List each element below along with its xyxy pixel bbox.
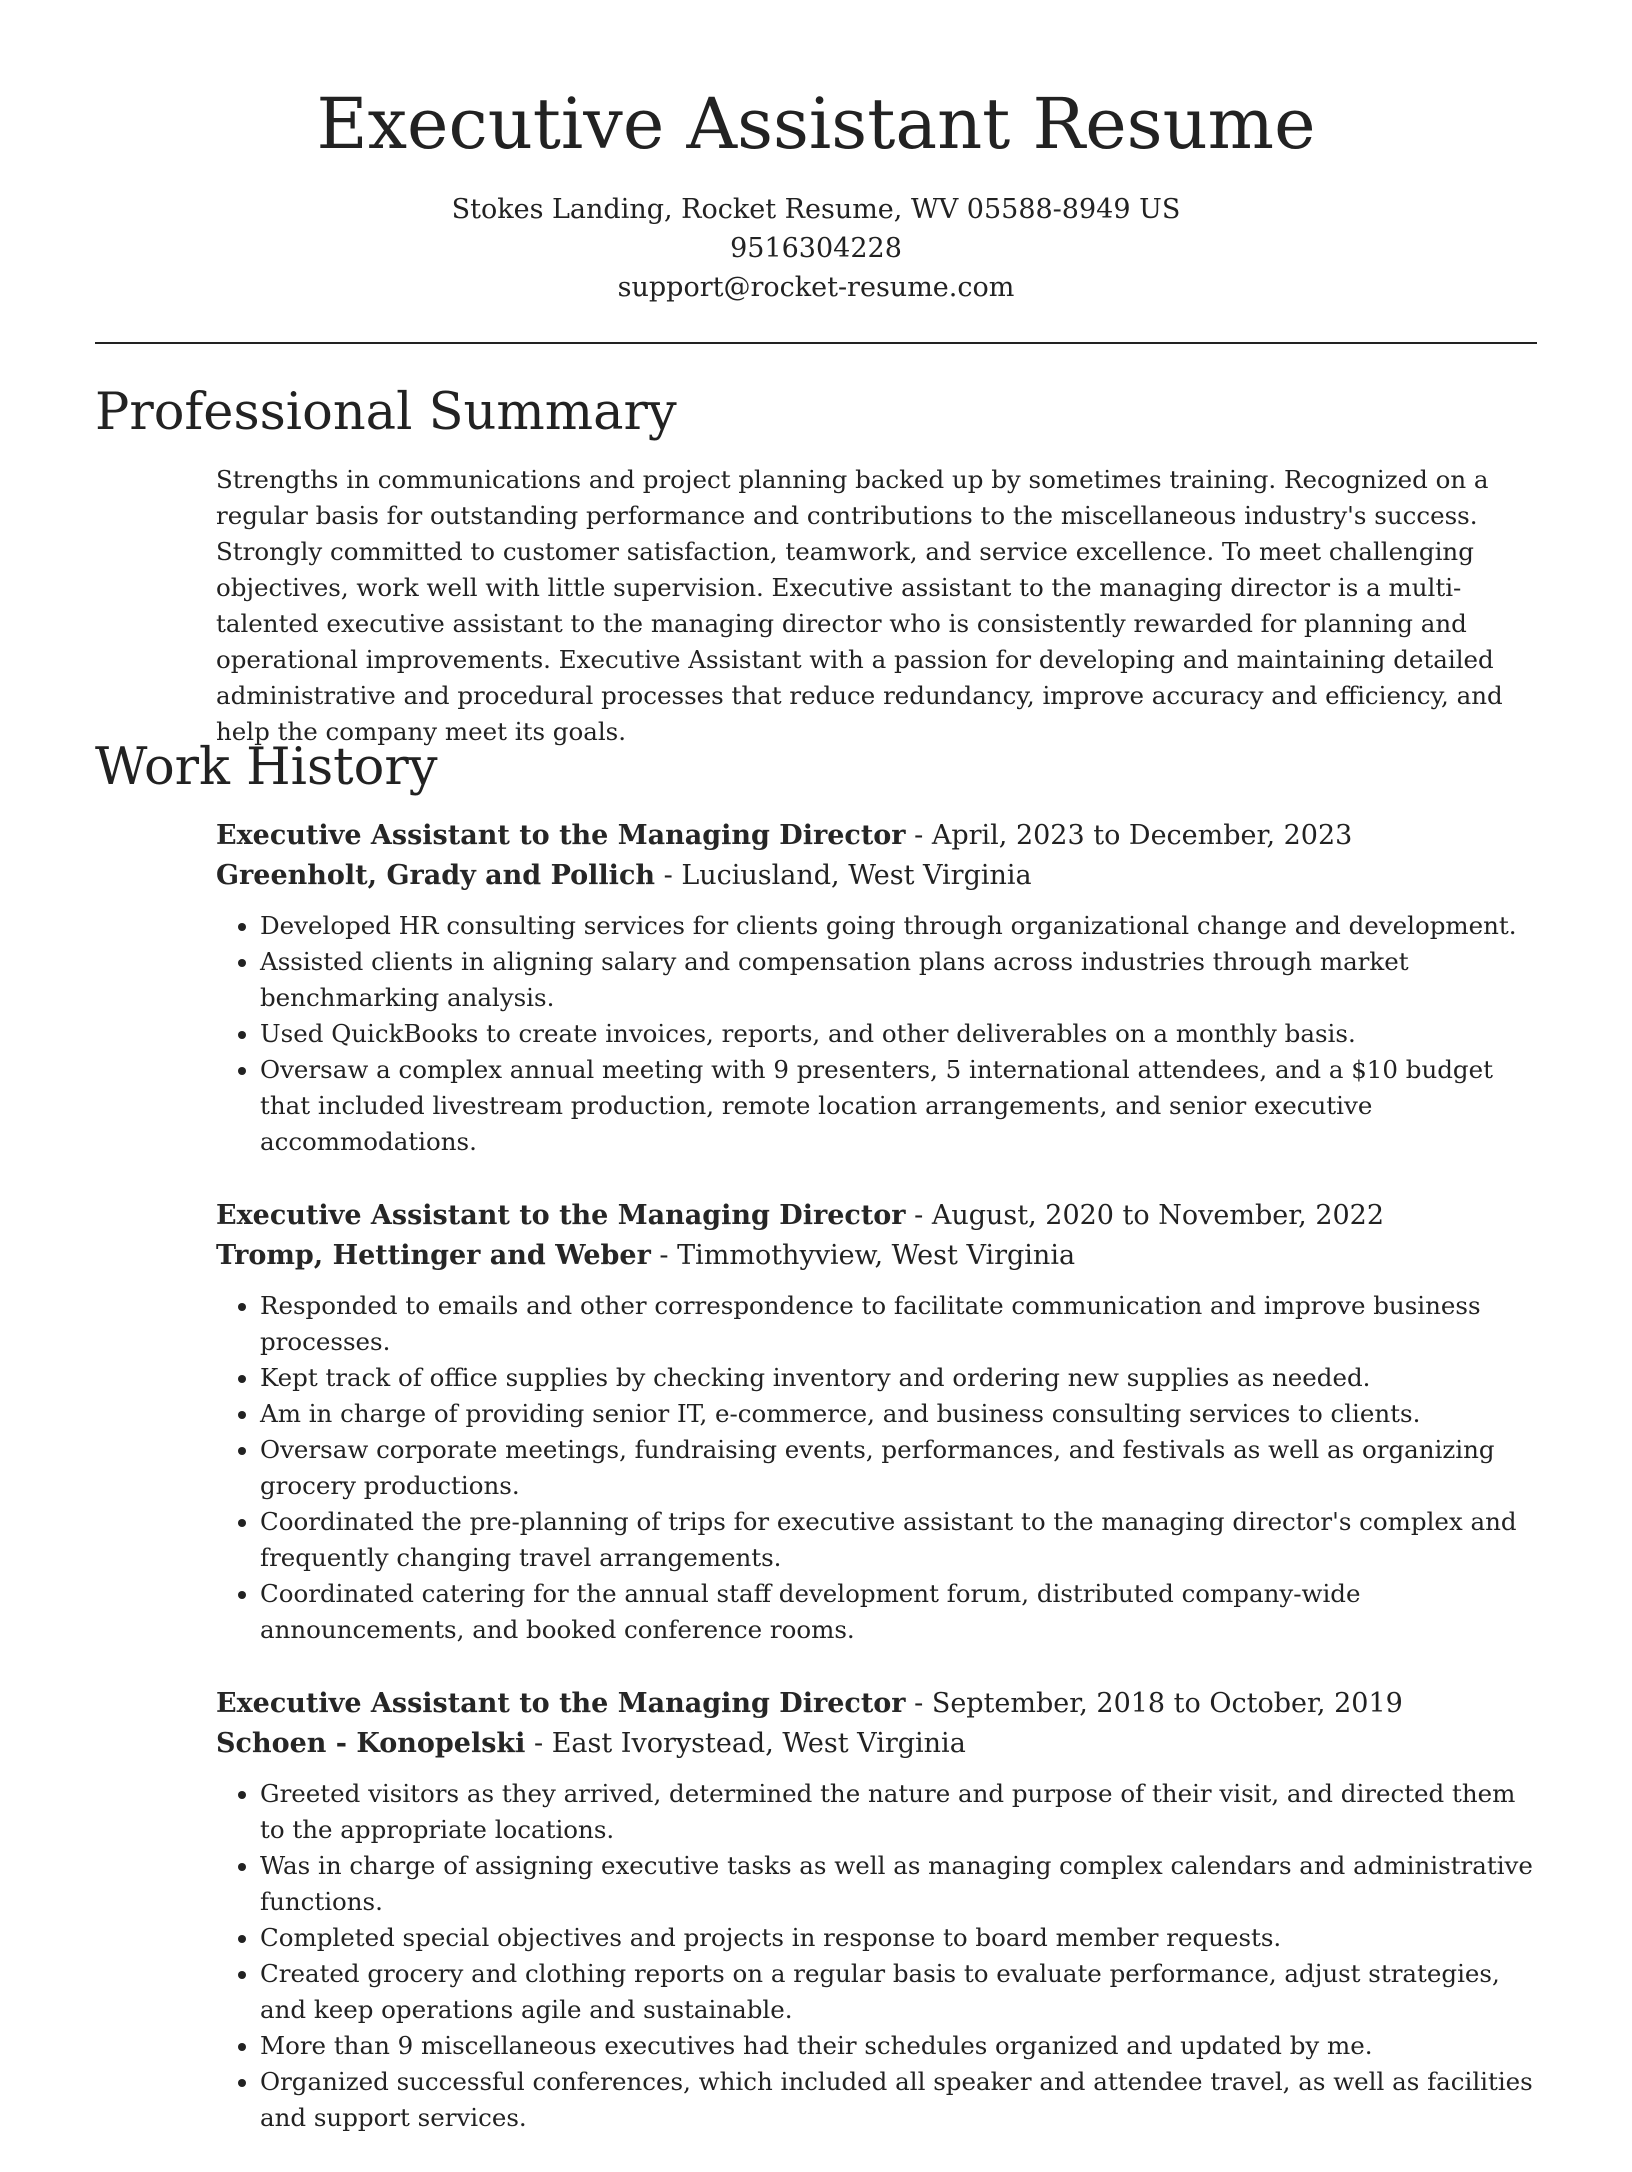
contact-email: support@rocket-resume.com [617,272,1015,303]
job-title-line [216,816,1537,856]
contact-phone: 9516304228 [730,233,902,264]
duty-item: • Created grocery and clothing reports on a regular basis to evaluate performance, adjust strategies, and keep operations agile and sustainable. [260,1956,1537,2028]
job-title: Executive Assistant to the Managing Director [216,820,906,851]
duty-item: • Kept track of office supplies by checking inventory and ordering new supplies as needed. [260,1360,1537,1396]
job-location: Luciusland, West Virginia [681,860,1032,891]
job-duties [216,908,1537,1160]
job-entry [216,1196,1537,1648]
duty-item: • Oversaw a complex annual meeting with 9 presenters, 5 international attendees, and a $10 budget that included livestream production, remote location arrangements, and senior executive accommodations. [260,1052,1537,1160]
duty-item: • Greeted visitors as they arrived, determined the nature and purpose of their visit, and directed them to the appropriate locations. [260,1776,1537,1848]
duty-item: • Assisted clients in aligning salary and compensation plans across industries through market benchmarking analysis. [260,944,1537,1016]
job-dates: August, 2020 to November, 2022 [931,1200,1385,1231]
job-company: Schoen - Konopelski [216,1728,526,1759]
resume-title: Executive Assistant Resume [316,83,1316,165]
job-company: Greenholt, Grady and Pollich [216,860,656,891]
job-company-line [216,1724,1537,1764]
job-duties [216,1288,1537,1648]
summary-heading: Professional Summary [95,383,677,442]
separator: - [655,860,682,891]
job-title-line [216,1196,1537,1236]
work-history-heading: Work History [95,738,438,797]
separator: - [905,1688,932,1719]
separator: - [525,1728,552,1759]
job-company-line [216,1236,1537,1276]
summary-text: Strengths in communications and project planning backed up by sometimes training. Recognized on a regular basis for outstanding performance and contributions to the miscellaneous industry's success. Strongly committed to customer satisfaction, teamwork, and service excellence. To meet challenging objectives, work well with little supervision. Executive assistant to the managing director is a multi-talented executive assistant to the managing director who is consistently rewarded for planning and operational improvements. Executive Assistant with a passion for developing and maintaining detailed administrative and procedural processes that reduce redundancy, improve accuracy and efficiency, and help the company meet its goals. [216,465,1503,746]
contact-address: Stokes Landing, Rocket Resume, WV 05588-8949 US [451,194,1181,225]
job-entry [216,1684,1537,2136]
separator: - [905,1200,932,1231]
duty-item: • Oversaw corporate meetings, fundraising events, performances, and festivals as well as organizing grocery productions. [260,1432,1537,1504]
contact-block [95,190,1537,307]
duty-item: • Organized successful conferences, which included all speaker and attendee travel, as well as facilities and support services. [260,2064,1537,2136]
work-history-list [216,816,1537,2172]
duty-item: • Developed HR consulting services for clients going through organizational change and development. [260,908,1537,944]
header-divider [95,342,1537,344]
job-title: Executive Assistant to the Managing Director [216,1200,906,1231]
job-dates: September, 2018 to October, 2019 [931,1688,1403,1719]
separator: - [650,1240,678,1271]
job-company: Tromp, Hettinger and Weber [216,1240,651,1271]
job-dates: April, 2023 to December, 2023 [931,820,1353,851]
duty-item: • Responded to emails and other correspondence to facilitate communication and improve business processes. [260,1288,1537,1360]
job-location: East Ivorystead, West Virginia [551,1728,966,1759]
duty-item: • Used QuickBooks to create invoices, reports, and other deliverables on a monthly basis. [260,1016,1537,1052]
duty-item: • Coordinated the pre-planning of trips for executive assistant to the managing director's complex and frequently changing travel arrangements. [260,1504,1537,1576]
duty-item: • Completed special objectives and projects in response to board member requests. [260,1920,1537,1956]
duty-item: • More than 9 miscellaneous executives had their schedules organized and updated by me. [260,2028,1537,2064]
separator: - [905,820,932,851]
job-title: Executive Assistant to the Managing Director [216,1688,906,1719]
duty-item: • Was in charge of assigning executive tasks as well as managing complex calendars and administrative functions. [260,1848,1537,1920]
job-title-line [216,1684,1537,1724]
duty-item: • Am in charge of providing senior IT, e-commerce, and business consulting services to clients. [260,1396,1537,1432]
job-duties [216,1776,1537,2136]
job-entry [216,816,1537,1160]
job-company-line [216,856,1537,896]
duty-item: • Coordinated catering for the annual staff development forum, distributed company-wide announcements, and booked conference rooms. [260,1576,1537,1648]
job-location: Timmothyview, West Virginia [677,1240,1076,1271]
